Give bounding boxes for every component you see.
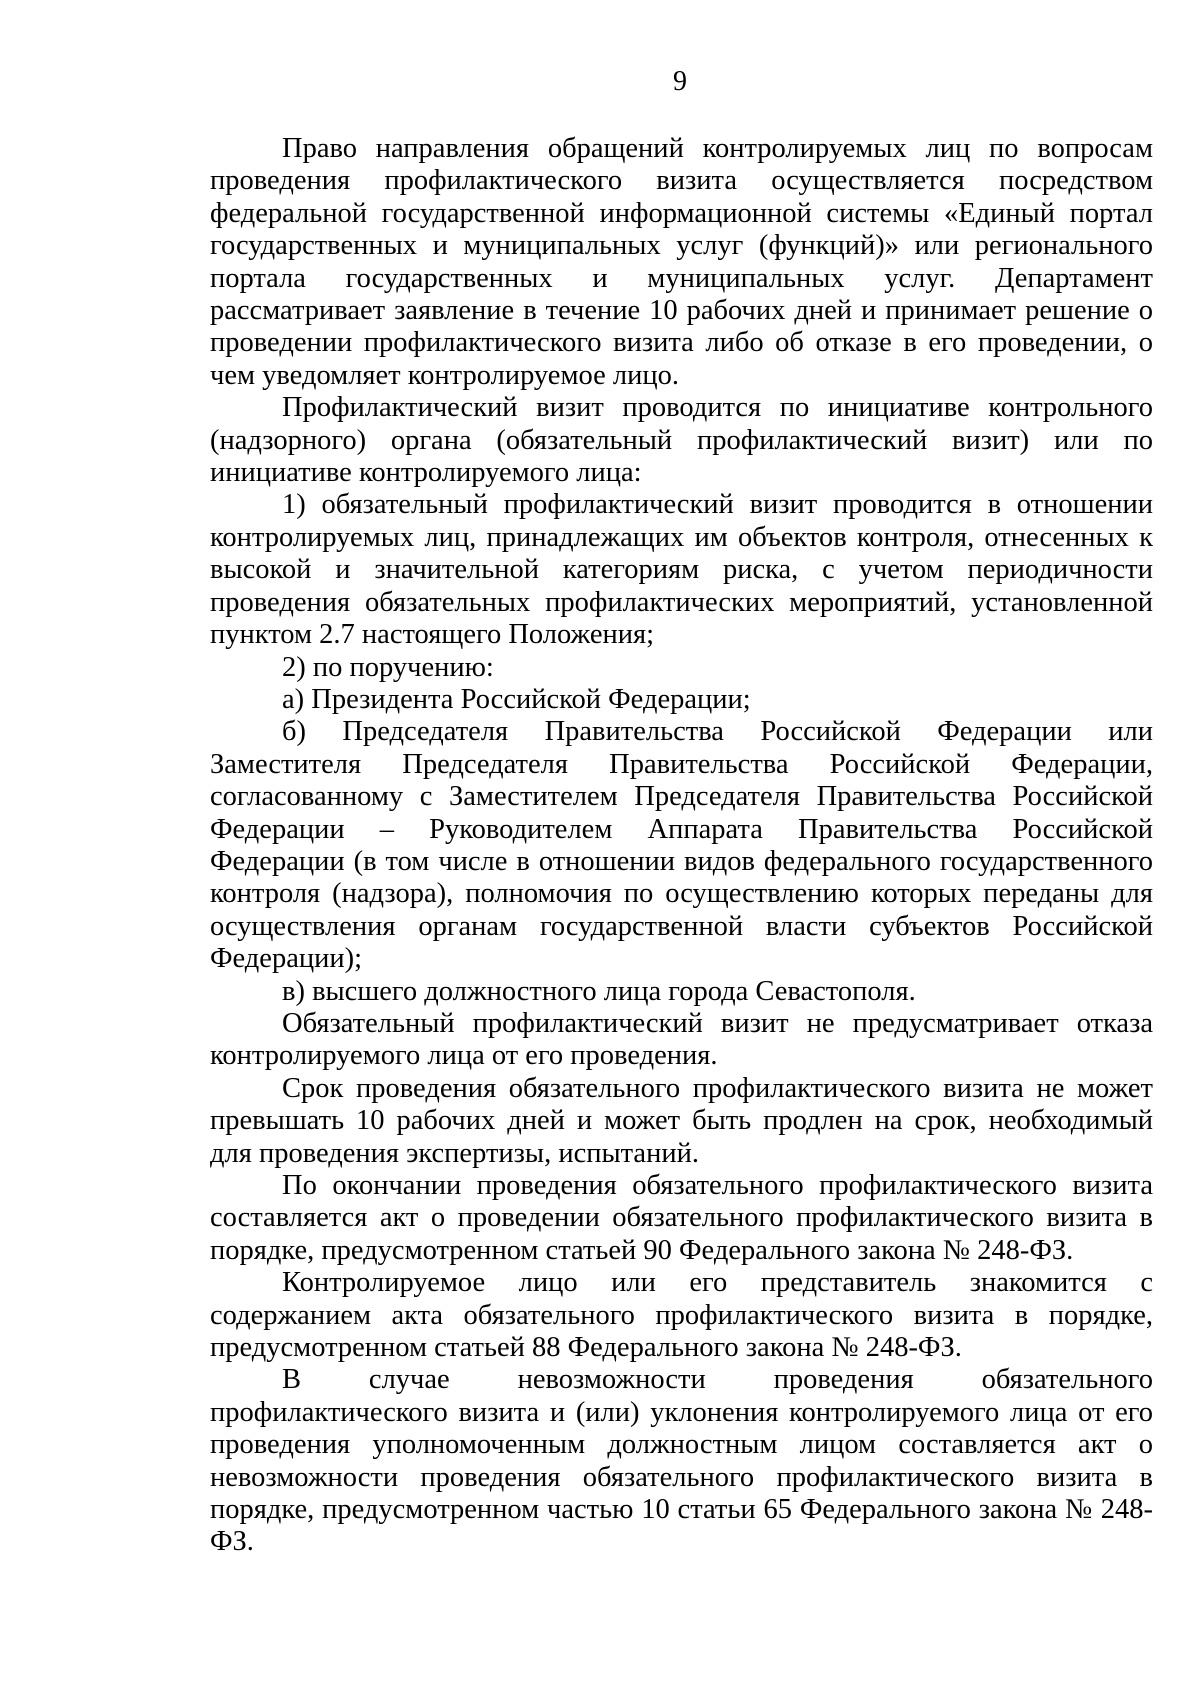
sub-item-v: в) высшего должностного лица города Севастополя. — [282, 975, 916, 1007]
page-number: 9 — [673, 66, 687, 97]
paragraph: Право направления обращений контролируемых лиц по вопросам проведения профилактического визита осуществляется посредством федеральной государственной информационной системы «Единый портал государственных и муниципальных услуг (функций)» или регионального портала государственных и муниципальных услуг. Департамент рассматривает заявление в течение 10 рабочих дней и принимает решение о проведении профилактического визита либо об отказе в его проведении, о чем уведомляет контролируемое лицо. — [210, 133, 1153, 391]
sub-item-b: б) Председателя Правительства Российской Федерации или Заместителя Председателя Правительства Российской Федерации, согласованному с Заместителем Председателя Правительства Российской Федерации – Руководителем Аппарата Правительства Российской Федерации (в том числе в отношении видов федерального государственного контроля (надзора), полномочия по осуществлению которых переданы для осуществления органам государственной власти субъектов Российской Федерации); — [210, 716, 1153, 975]
paragraph: Контролируемое лицо или его представитель знакомится с содержанием акта обязательного профилактического визита в порядке, предусмотренном статьей 88 Федерального закона № 248-ФЗ. — [210, 1267, 1153, 1364]
paragraph: Обязательный профилактический визит не предусматривает отказа контролируемого лица от его проведения. — [210, 1007, 1153, 1072]
list-item-2: 2) по поручению: — [282, 651, 494, 683]
paragraph: Срок проведения обязательного профилактического визита не может превышать 10 рабочих дней и может быть продлен на срок, необходимый для проведения экспертизы, испытаний. — [210, 1072, 1153, 1169]
sub-item-a: а) Президента Российской Федерации; — [282, 683, 751, 715]
paragraph: По окончании проведения обязательного профилактического визита составляется акт о проведении обязательного профилактического визита в порядке, предусмотренном статьей 90 Федерального закона № 248-ФЗ. — [210, 1170, 1153, 1266]
paragraph: В случае невозможности проведения обязательного профилактического визита и (или) уклонения контролируемого лица от его проведения уполномоченным должностным лицом составляется акт о невозможности проведения обязательного профилактического визита в порядке, предусмотренном частью 10 статьи 65 Федерального закона № 248-ФЗ. — [210, 1364, 1153, 1558]
document-body — [210, 133, 1153, 1559]
list-item-1: 1) обязательный профилактический визит проводится в отношении контролируемых лиц, принадлежащих им объектов контроля, отнесенных к высокой и значительной категориям риска, с учетом периодичности проведения обязательных профилактических мероприятий, установленной пунктом 2.7 настоящего Положения; — [210, 489, 1153, 651]
paragraph: Профилактический визит проводится по инициативе контрольного (надзорного) органа (обязательный профилактический визит) или по инициативе контролируемого лица: — [210, 392, 1153, 489]
